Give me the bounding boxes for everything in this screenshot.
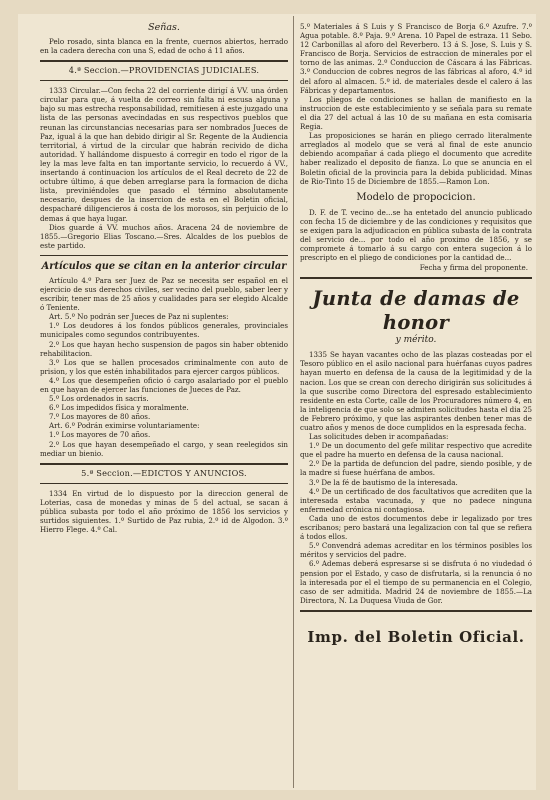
left-column (40, 22, 288, 786)
divider (40, 463, 288, 465)
junta-subheading: y mérito. (395, 335, 437, 346)
proposiciones-paragraph: Las proposiciones se harán en pliego cerrado literalmente arreglados al modelo que se verá al final de este anuncio debiendo acompañar á cada pliego el documento que acredite haber realizado el deposito de fianza. Lo que se anuncia en el Boletin oficial de la provincia para la debida publicidad. Minas de Rio-Tinto 15 de Diciembre de 1855.—Ramon Lon. (300, 131, 532, 186)
requirement-item: 2.º De la partida de defuncion del padre, siendo posible, y de la madre si fuese huérfana de ambos. (300, 459, 532, 478)
divider (40, 483, 288, 484)
cada-paragraph: Cada uno de estos documentos debe ir legalizado por tres escribanos; pero bastará una legalizacion con tal que se refiera á todos ellos. (300, 513, 532, 542)
column-divider (293, 16, 294, 788)
senas-heading: Señas. (148, 22, 180, 33)
newspaper-page (18, 14, 536, 790)
list-item: 7.º Los mayores de 80 años. (49, 412, 151, 422)
divider (40, 60, 288, 62)
article-items (40, 321, 288, 457)
modelo-heading: Modelo de propocicion. (356, 191, 476, 203)
requirement-item: 1.º De un documento del gefe militar respectivo que acredite que el padre ha muerto en defensa de la causa nacional. (300, 441, 532, 460)
pliegos-paragraph: Los pliegos de condiciones se hallan de manifiesto en la instruccion de este establecimiento y se señala para su remate el dia 27 del actual á las 10 de su mañana en esta comisaria Regia. (300, 94, 532, 132)
modelo-paragraph: D. F. de T. vecino de...se ha entetado del anuncio publicado con fecha 15 de diciembre y de las condiciones y requisitos que se exigen para la adjudicacion en pública subasta de la contrata del servicio de... por todo el año proximo de 1856, y se compromete á tomarlo á su cargo con entera sugecion á lo prescripto en el pliego de condiciones por la cantidad de... (300, 207, 532, 263)
list-item: 2.º Los que hayan desempeñado el cargo, y sean reelegidos sin mediar un bienio. (40, 439, 288, 458)
imprenta-footer: Imp. del Boletin Oficial. (307, 627, 525, 646)
article-4: Artículo 4.º Para ser Juez de Paz se necesita ser español en el ejercicio de sus derechos civiles, ser vecino del pueblo, saber leer y escribir, tener mas de 25 años y cualidades para ser elegido Alcalde ó Teniente. (40, 275, 288, 313)
divider (40, 255, 288, 256)
list-item: 1.º Los deudores á los fondos públicos generales, provinciales municipales como segundos contribuyentes. (40, 321, 288, 340)
requirement-item: 4.º De un certificado de dos facultativos que acrediten que la interesada estaba vacunada, y que no padece ninguna enfermedad crónica ni contagiosa. (300, 486, 532, 514)
modelo-signature: Fecha y firma del proponente. (419, 263, 528, 273)
right-column (300, 22, 532, 786)
junta-heading: Junta de damas de honor (312, 287, 520, 335)
list-item: 4.º Los que desempeñen oficio ó cargo asalariado por el pueblo en que hayan de ejercer las funciones de Jueces de Paz. (40, 375, 288, 394)
senas-text: Pelo rosado, sinta blanca en la frente, cuernos abiertos, herrado en la cadera derecha con una S, edad de ocho á 11 años. (40, 37, 288, 56)
convendra-paragraph: 5.º Convendrá ademas acreditar en los términos posibles los méritos y servicios del padre. (300, 541, 532, 560)
materials-list-continued: 5.º Materiales á S Luis y S Francisco de Borja 6.º Azufre. 7.º Agua potable. 8.º Paja. 9.º Arena. 10 Papel de estraza. 11 Sebo. 12 Carbonillas al aforo del Reverbero. 13 á S. Jose, S. Luis y S. Francisco de Borja. Servicios de estraccion de minerales por el torno de las animas. 2.º Conduccion de Cáscara á las Fábricas. 3.º Conduccion de cobres negros de las fábricas al aforo, 4.º id del aforo al almacen. 5.º id. de materiales desde el calero á las Fábricas y departamentos. (300, 22, 532, 95)
solicitudes-paragraph: Las solicitudes deben ir acompañadas: (309, 432, 449, 442)
section-5-heading: 5.ª Seccion.—EDICTOS Y ANUNCIOS. (81, 467, 247, 478)
sexto-paragraph: 6.º Ademas deberá espresarse si se disfruta ó no viudedad ó pension por el Estado, y caso de disfrutarla, si la renuncia ó no la interesada por el el tiempo de su permanencia en el Colegio, caso de ser admitida. Madrid 24 de noviembre de 1855.—La Directora, N. La Duquesa Viuda de Gor. (300, 559, 532, 605)
circular-paragraph: 1333 Circular.—Con fecha 22 del corriente dirigí á VV. una órden circular para que, á vuelta de correo sin falta ni escusa alguna y bajo su mas estrecha responsabilidad, remitiesen á este juzgado una lista de las personas avecindadas en sus respectivos pueblos que reunan las circunstancias necesarias para ser nombrados Jueces de Paz, igual á la que han debido dirigir al Sr. Regente de la Audiencia territorial, á virtud de la circular que habrán recivido de dicha autoridad. Y hallándome dispuesto á corregir en todo el rigor de la ley la mas leve falta en tan importante servicio, lo recuerdo á VV., insertando á continuacion los artículos de el Real decreto de 22 de octubre último, á que deben arreglarse para la formacion de dicha lista, previniéndoles que pasado el término absolutamente necesario, despues de la insercion de esta en el Boletin oficial, despacharé diligencieros á costa de los morosos, sin perjuicio de lo demas á que haya lugar. (40, 86, 288, 223)
divider (300, 610, 532, 612)
article-5: Art. 5.º No podrán ser Jueces de Paz ni suplentes: (49, 312, 229, 322)
divider (40, 80, 288, 81)
junta-paragraph: 1335 Se hayan vacantes ocho de las plazas costeadas por el Tesoro público en el asilo nacional para huérfanas cuyos padres hayan muerto en defensa de la causa de la legitimidad y de la nacion. Los que se crean con derecho dirigirán sus solicitudes á la que suscribe como Directora del espresado establecimiento residente en esta Corte, calle de los Procuradores número 4, en la inteligencia de que solo se admiten solicitudes hasta el dia 25 de Febrero próximo, y que las aspirantes denben tener mas de cuatro años y menos de doce cumplidos en la espresada fecha. (300, 350, 532, 432)
edicto-paragraph: 1334 En virtud de lo dispuesto por la direccion general de Loterias, casa de monedas y minas de 5 del actual, se sacan á pública subasta por todo el año próximo de 1856 los servicios y surtidos siguientes. 1.º Surtido de Paz rubia, 2.º id de Algodon. 3.º Hierro Flege. 4.º Cal. (40, 488, 288, 535)
list-item: 3.º Los que se hallen procesados criminalmente con auto de prision, y los que estén inhabilitados para ejercer cargos públicos. (40, 357, 288, 376)
list-item: Art. 6.º Podrán eximirse voluntariamente: (49, 421, 200, 431)
section-4-heading: 4.ª Seccion.—PROVIDENCIAS JUDICIALES. (68, 65, 260, 76)
divider (300, 277, 532, 279)
list-item: 6.º Los impedidos física y moralmente. (49, 403, 189, 413)
list-item: 5.º Los ordenados in sacris. (49, 394, 149, 404)
articulos-heading: Artículos que se citan en la anterior circular (41, 260, 287, 272)
list-item: 2.º Los que hayan hecho suspension de pagos sin haber obtenido rehabilitacion. (40, 339, 288, 358)
requirement-item: 3.º De la fé de bautismo de la interesada. (309, 477, 458, 487)
circular-signature: Dios guarde á VV. muchos años. Aracena 24 de noviembre de 1855.—Gregorio Elias Toscano.—Sres. Alcaldes de los pueblos de este partido. (40, 222, 288, 250)
list-item: 1.º Los mayores de 70 años. (49, 430, 151, 440)
